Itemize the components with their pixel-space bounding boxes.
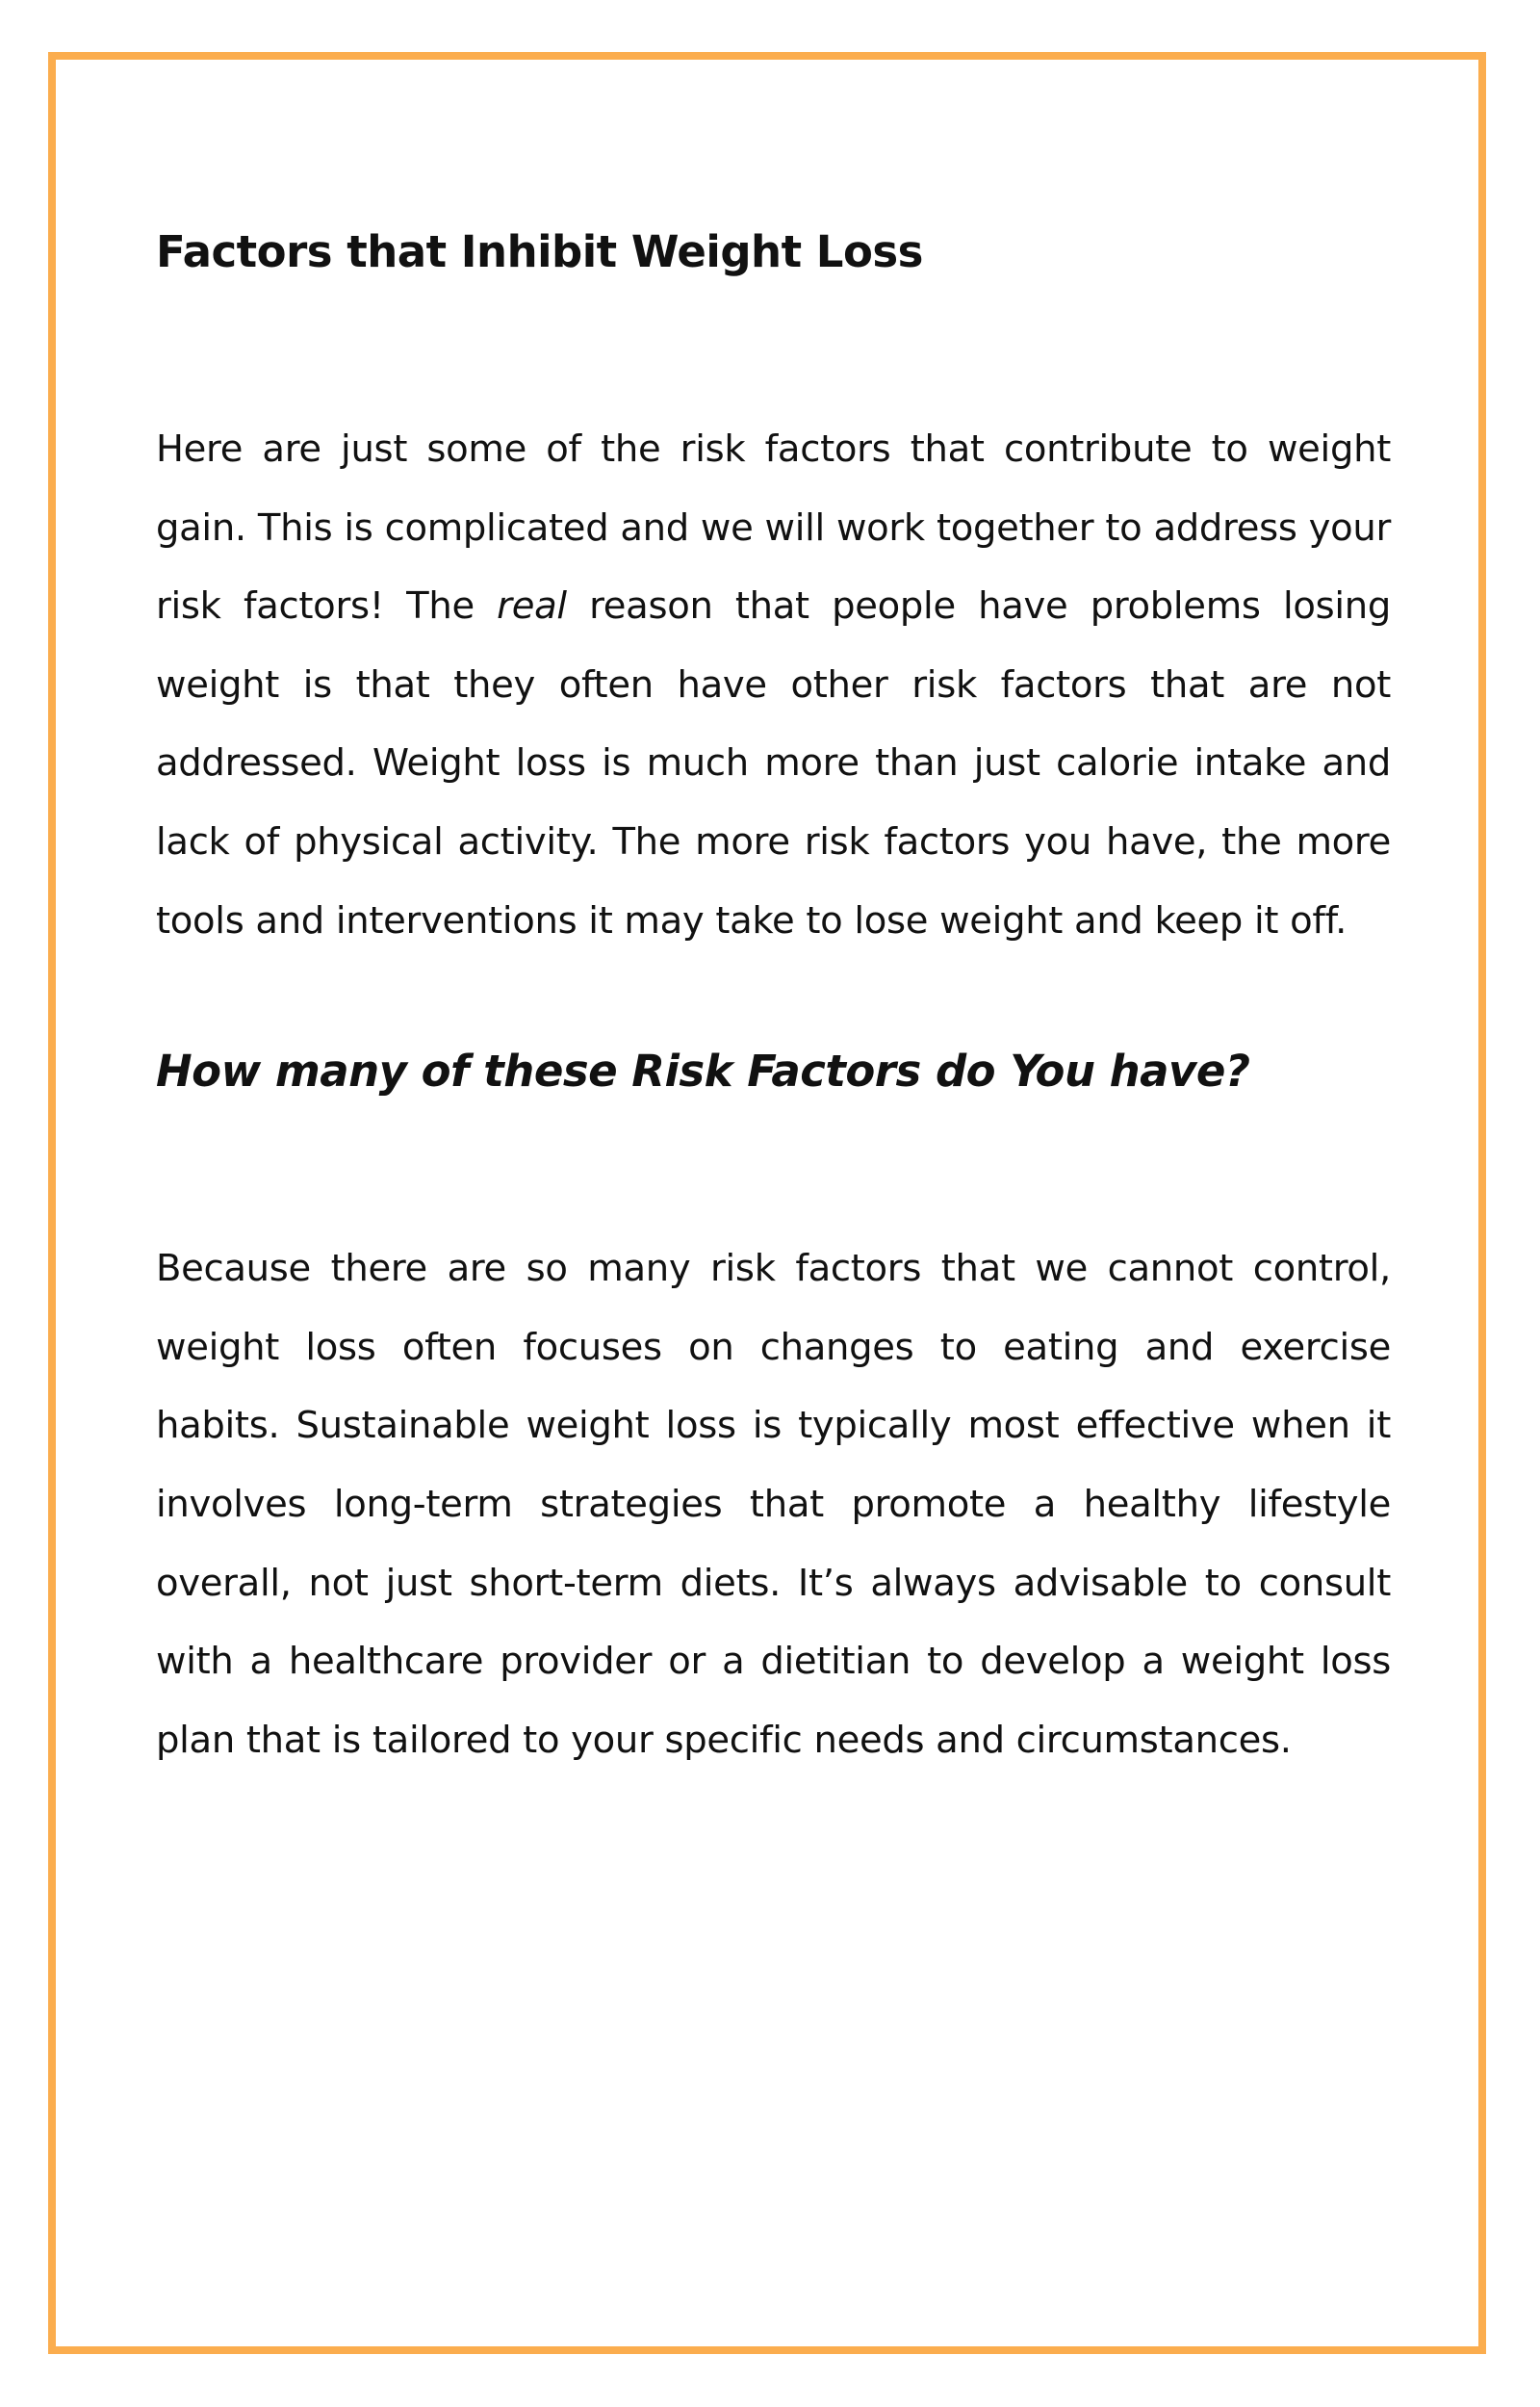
advice-paragraph: Because there are so many risk factors that we cannot control, weight loss often focuses on changes to eating and exercise habits. Sustainable weight loss is typically most effective when it involves long-term strategies that promote a healthy lifestyle overall, not just short-term diets. It’s always advisable to consult with a healthcare provider or a dietitian to develop a weight loss plan that is tailored to your specific needs and circumstances. (156, 1247, 1391, 1762)
emphasis-text: real (497, 584, 567, 629)
intro-text-end: reason that people have problems losing weight is that they often have other risk factors that are not addressed. Weight loss is much more than just calorie intake and lack of physical activity. The more risk factors you have, the more tools and interventions it may take to lose weight and keep it off. (156, 584, 1391, 943)
document-body (156, 221, 1391, 1779)
intro-paragraph (156, 410, 1391, 960)
intro-text-start: Here are just some of the risk factors that contribute to weight gain. This is complicated and we will work together to address your risk factors! The (156, 427, 1391, 629)
risk-factors-heading: How many of these Risk Factors do You have? (156, 1046, 1250, 1098)
section-heading: Factors that Inhibit Weight Loss (156, 226, 923, 277)
